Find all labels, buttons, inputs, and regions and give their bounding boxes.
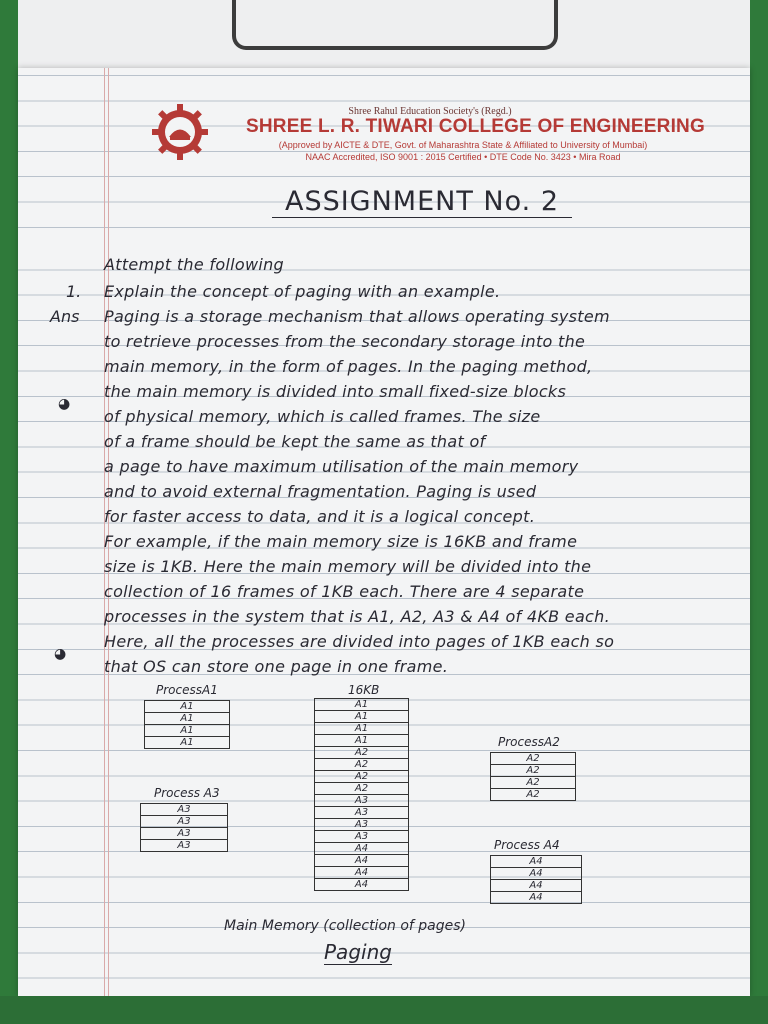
answer-line: to retrieve processes from the secondary storage into the	[104, 332, 586, 351]
page-cell: A1	[145, 737, 230, 749]
answer-line: the main memory is divided into small fixed-size blocks	[104, 382, 567, 401]
frame-cell: A3	[315, 831, 409, 843]
frame-cell: A1	[315, 711, 409, 723]
page-cell: A4	[491, 892, 582, 904]
page-cell: A1	[145, 713, 230, 725]
page-cell: A2	[491, 753, 576, 765]
process-a4-table	[490, 855, 582, 904]
answer-line: processes in the system that is A1, A2, A3 & A4 of 4KB each.	[104, 607, 610, 626]
frame-cell: A1	[315, 735, 409, 747]
page-cell: A1	[145, 701, 230, 713]
frame-cell: A4	[315, 879, 409, 891]
page-cell: A3	[141, 828, 228, 840]
frame-cell: A1	[315, 723, 409, 735]
frame-cell: A3	[315, 807, 409, 819]
table-surface	[0, 996, 768, 1024]
frame-cell: A4	[315, 855, 409, 867]
frame-cell: A3	[315, 819, 409, 831]
answer-line: and to avoid external fragmentation. Paging is used	[104, 482, 537, 501]
page-cell: A2	[491, 789, 576, 801]
process-a1-table	[144, 700, 230, 749]
answer-marker: Ans	[50, 307, 80, 326]
process-a2-table	[490, 752, 576, 801]
college-name: SHREE L. R. TIWARI COLLEGE OF ENGINEERING	[246, 116, 705, 137]
question-number: 1.	[66, 282, 82, 301]
instruction: Attempt the following	[104, 255, 285, 274]
page-cell: A2	[491, 765, 576, 777]
frame-cell: A1	[315, 699, 409, 711]
main-memory-table	[314, 698, 409, 891]
answer-line: main memory, in the form of pages. In the paging method,	[104, 357, 593, 376]
diagram-caption: Main Memory (collection of pages)	[224, 918, 467, 934]
frame-cell: A4	[315, 843, 409, 855]
page-cell: A4	[491, 880, 582, 892]
society-name: Shree Rahul Education Society's (Regd.)	[348, 106, 512, 117]
frame-cell: A2	[315, 747, 409, 759]
main-memory-size-label: 16KB	[348, 683, 380, 697]
process-a1-label: ProcessA1	[156, 683, 218, 697]
page-cell: A3	[141, 840, 228, 852]
frame-cell: A4	[315, 867, 409, 879]
assignment-title: ASSIGNMENT No. 2	[272, 186, 572, 218]
page-cell: A4	[491, 856, 582, 868]
answer-line: of a frame should be kept the same as that of	[104, 432, 486, 451]
diagram-subtitle: Paging	[324, 940, 392, 964]
page-cell: A1	[145, 725, 230, 737]
process-a3-table	[140, 803, 228, 852]
answer-line: Paging is a storage mechanism that allows operating system	[104, 307, 610, 326]
frame-cell: A2	[315, 771, 409, 783]
question-text: Explain the concept of paging with an example.	[104, 282, 501, 301]
process-a4-label: Process A4	[494, 838, 560, 852]
answer-line: collection of 16 frames of 1KB each. There are 4 separate	[104, 582, 585, 601]
college-emblem-icon	[152, 104, 208, 160]
hole-punch-mark: ◕	[54, 646, 67, 662]
hole-punch-mark: ◕	[58, 396, 71, 412]
clipboard-clip	[232, 0, 558, 50]
answer-line: For example, if the main memory size is 16KB and frame	[104, 532, 578, 551]
answer-line: of physical memory, which is called frames. The size	[104, 407, 541, 426]
page-cell: A3	[141, 816, 228, 828]
page-cell: A4	[491, 868, 582, 880]
approval-note: (Approved by AICTE & DTE, Govt. of Maharashtra State & Affiliated to University of Mumbai)	[278, 140, 648, 150]
frame-cell: A3	[315, 795, 409, 807]
process-a3-label: Process A3	[154, 786, 220, 800]
page-cell: A3	[141, 804, 228, 816]
frame-cell: A2	[315, 783, 409, 795]
page-cell: A2	[491, 777, 576, 789]
answer-line: that OS can store one page in one frame.	[104, 657, 449, 676]
frame-cell: A2	[315, 759, 409, 771]
answer-line: a page to have maximum utilisation of the main memory	[104, 457, 579, 476]
answer-line: Here, all the processes are divided into pages of 1KB each so	[104, 632, 615, 651]
answer-line: size is 1KB. Here the main memory will be divided into the	[104, 557, 592, 576]
process-a2-label: ProcessA2	[498, 735, 560, 749]
accreditation-note: NAAC Accredited, ISO 9001 : 2015 Certified • DTE Code No. 3423 • Mira Road	[305, 152, 621, 162]
answer-line: for faster access to data, and it is a logical concept.	[104, 507, 536, 526]
